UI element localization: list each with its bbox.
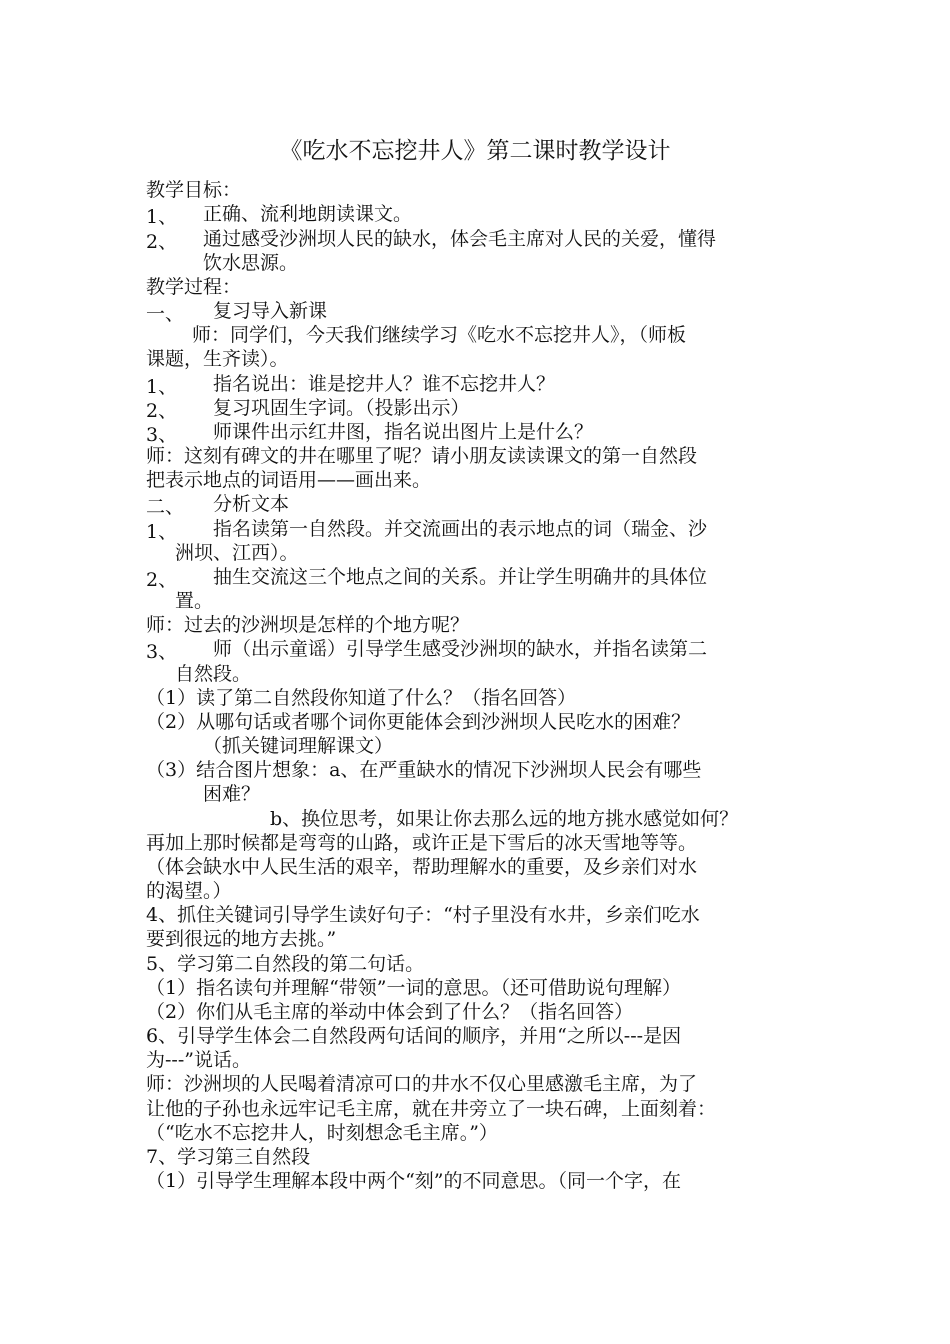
section-heading-process: 教学过程：: [146, 276, 242, 298]
sub-item: （1）读了第二自然段你知道了什么？（指名回答）: [146, 687, 577, 709]
section-heading-goals: 教学目标：: [146, 179, 242, 201]
list-item: 师课件出示红井图，指名说出图片上是什么？: [213, 421, 594, 443]
section-number: 二、: [146, 496, 185, 518]
paragraph-line: 师：这刻有碑文的井在哪里了呢？请小朋友读读课文的第一自然段: [146, 445, 698, 467]
paragraph-line: 6、引导学生体会二自然段两句话间的顺序，并用“之所以---是因: [146, 1025, 682, 1047]
list-item: 复习巩固生字词。（投影出示）: [213, 397, 470, 419]
paragraph-line: 要到很远的地方去挑。”: [146, 928, 337, 950]
sub-item: （2）你们从毛主席的举动中体会到了什么？（指名回答）: [146, 1001, 634, 1023]
sub-item: （2）从哪句话或者哪个词你更能体会到沙洲坝人民吃水的困难？: [146, 711, 691, 733]
goal-item-2: 通过感受沙洲坝人民的缺水，体会毛主席对人民的关爱，懂得: [203, 228, 717, 250]
list-number: 1、: [146, 376, 178, 398]
paragraph-line: 把表示地点的词语用——画出来。: [146, 469, 432, 491]
paragraph-line: 的渴望。）: [146, 880, 232, 902]
section-title-review: 复习导入新课: [213, 300, 328, 322]
list-number: 2、: [146, 231, 178, 253]
document-title: 《吃水不忘挖井人》第二课时教学设计: [279, 138, 671, 164]
paragraph-line: 课题，生齐读）。: [146, 348, 289, 370]
paragraph-line: 5、学习第二自然段的第二句话。: [146, 953, 425, 975]
list-number: 3、: [146, 424, 178, 446]
list-number: 2、: [146, 400, 178, 422]
paragraph-line: 为---”说话。: [146, 1049, 251, 1071]
section-title-analysis: 分析文本: [213, 493, 290, 515]
sub-item-cont: b、换位思考，如果让你去那么远的地方挑水感觉如何？: [270, 808, 739, 830]
section-number: 一、: [146, 303, 185, 325]
paragraph-line: （“吃水不忘挖井人，时刻想念毛主席。”）: [146, 1122, 498, 1144]
paragraph-line: 让他的子孙也永远牢记毛主席，就在井旁立了一块石碑，上面刻着：: [146, 1098, 717, 1120]
list-number: 3、: [146, 641, 178, 663]
list-item-cont: 洲坝、江西）。: [175, 542, 299, 564]
list-item: 指名说出：谁是挖井人？谁不忘挖井人？: [213, 373, 556, 395]
sub-item-cont: 困难？: [203, 783, 261, 805]
sub-item: （3）结合图片想象：a、在严重缺水的情况下沙洲坝人民会有哪些: [146, 759, 702, 781]
paragraph-line: （体会缺水中人民生活的艰辛，帮助理解水的重要，及乡亲们对水: [146, 856, 698, 878]
goal-item-1: 正确、流利地朗读课文。: [203, 203, 413, 225]
goal-item-2-cont: 饮水思源。: [203, 252, 299, 274]
paragraph-line: 师：沙洲坝的人民喝着清凉可口的井水不仅心里感激毛主席，为了: [146, 1073, 698, 1095]
list-item: 师（出示童谣）引导学生感受沙洲坝的缺水，并指名读第二: [213, 638, 708, 660]
paragraph-line: 师：过去的沙洲坝是怎样的个地方呢？: [146, 614, 470, 636]
list-item-cont: 自然段。: [175, 663, 252, 685]
list-number: 1、: [146, 206, 178, 228]
list-number: 1、: [146, 521, 178, 543]
list-number: 2、: [146, 569, 178, 591]
paragraph-line: 再加上那时候都是弯弯的山路，或许正是下雪后的冰天雪地等等。: [146, 832, 698, 854]
sub-item-cont: （抓关键词理解课文）: [203, 735, 394, 757]
paragraph-line: 4、抓住关键词引导学生读好句子：“村子里没有水井，乡亲们吃水: [146, 904, 700, 926]
paragraph-line: 7、学习第三自然段: [146, 1146, 311, 1168]
paragraph-line: 师：同学们，今天我们继续学习《吃水不忘挖井人》，（师板: [192, 324, 687, 346]
sub-item: （1）引导学生理解本段中两个“刻”的不同意思。（同一个字，在: [146, 1170, 682, 1192]
list-item: 抽生交流这三个地点之间的关系。并让学生明确井的具体位: [213, 566, 708, 588]
sub-item: （1）指名读句并理解“带领”一词的意思。（还可借助说句理解）: [146, 977, 682, 999]
list-item: 指名读第一自然段。并交流画出的表示地点的词（瑞金、沙: [213, 518, 708, 540]
list-item-cont: 置。: [175, 590, 214, 612]
